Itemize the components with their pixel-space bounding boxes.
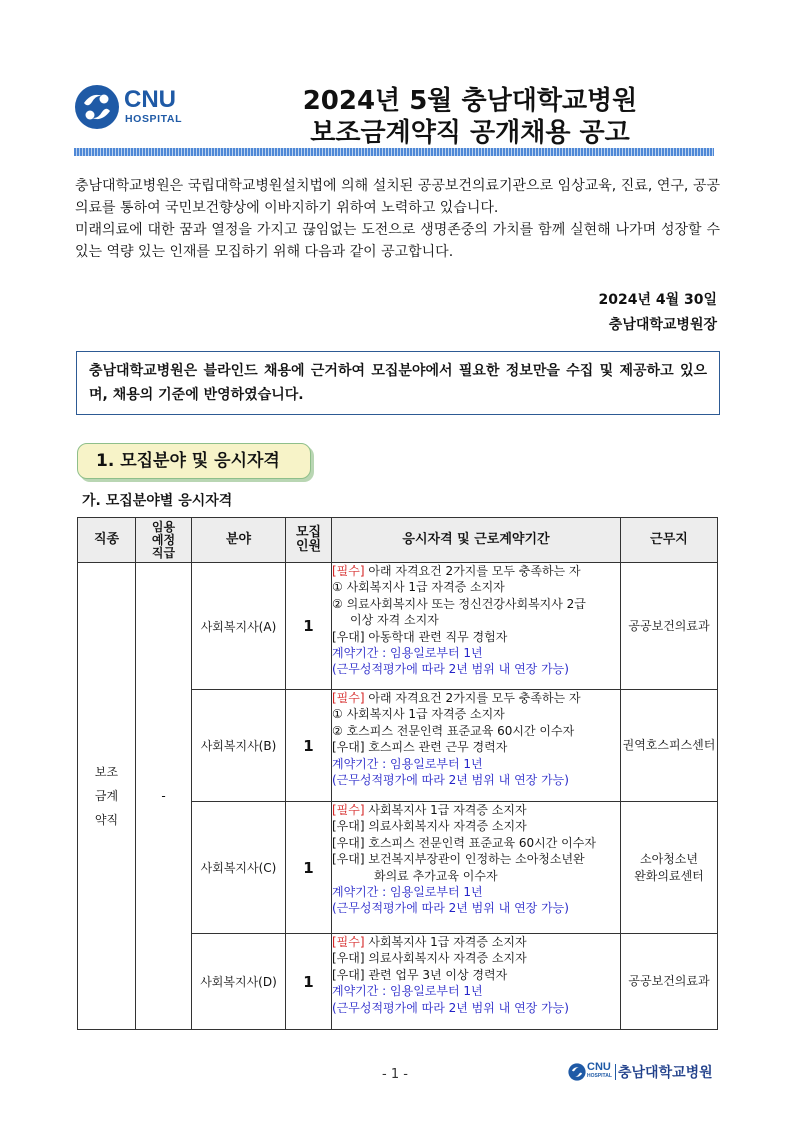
field-cell: 사회복지사(C) xyxy=(192,802,286,934)
place-cell: 소아청소년 완화의료센터 xyxy=(621,802,718,934)
cnu-emblem-icon xyxy=(74,84,120,130)
header-place: 근무지 xyxy=(621,518,718,563)
field-cell: 사회복지사(A) xyxy=(192,563,286,690)
qualification-cell: [필수] 아래 자격요건 2가지를 모두 충족하는 자 ① 사회복지사 1급 자격증 소지자 ② 의료사회복지사 또는 정신건강사회복지사 2급 이상 자격 소지자 [우대] 아동학대 관련 직무 경험자 계약기간 : 임용일로부터 1년 (근무성적평가에 따라 2년 범위 내 연장 가능) xyxy=(332,563,621,690)
section-title: 1. 모집분야 및 응시자격 xyxy=(77,443,311,479)
footer-logo-separator xyxy=(615,1064,616,1080)
job-type-cell: 보조금계약직 xyxy=(78,563,136,1030)
hospital-logo xyxy=(74,84,204,130)
place-cell: 공공보건의료과 xyxy=(621,563,718,690)
count-cell: 1 xyxy=(286,934,332,1030)
logo-cnu-text: CNU xyxy=(124,86,176,113)
intro-paragraph-1: 충남대학교병원은 국립대학교병원설치법에 의해 설치된 공공보건의료기관으로 임상교육, 진료, 연구, 공공의료를 통하여 국민보건향상에 이바지하기 위하여 노력하고 있습니다. xyxy=(75,178,720,216)
header-count: 모집인원 xyxy=(286,518,332,563)
footer-hospital-name: 충남대학교병원 xyxy=(618,1065,713,1081)
recruitment-table xyxy=(77,517,718,1030)
header-field: 분야 xyxy=(192,518,286,563)
table-header-row xyxy=(78,518,718,563)
header-grade: 임용예정직급 xyxy=(136,518,192,563)
footer-logo-cnu: CNU xyxy=(587,1061,611,1073)
count-cell: 1 xyxy=(286,802,332,934)
place-cell: 공공보건의료과 xyxy=(621,934,718,1030)
section-subtitle: 가. 모집분야별 응시자격 xyxy=(82,493,233,509)
footer-logo-hospital: HOSPITAL xyxy=(587,1073,612,1079)
table-row xyxy=(78,563,718,690)
field-cell: 사회복지사(B) xyxy=(192,690,286,802)
blind-hiring-notice: 충남대학교병원은 블라인드 채용에 근거하여 모집분야에서 필요한 정보만을 수집 및 제공하고 있으며, 채용의 기준에 반영하였습니다. xyxy=(76,351,720,415)
intro-paragraph-2: 미래의료에 대한 꿈과 열정을 가지고 끊임없는 도전으로 생명존중의 가치를 함께 실현해 나가며 성장할 수 있는 역량 있는 인재를 모집하기 위해 다음과 같이 공고합니다. xyxy=(75,222,720,260)
count-cell: 1 xyxy=(286,690,332,802)
cnu-emblem-icon xyxy=(568,1063,586,1081)
header-job: 직종 xyxy=(78,518,136,563)
footer-logo xyxy=(568,1061,720,1085)
field-cell: 사회복지사(D) xyxy=(192,934,286,1030)
place-cell: 권역호스피스센터 xyxy=(621,690,718,802)
qualification-cell: [필수] 아래 자격요건 2가지를 모두 충족하는 자 ① 사회복지사 1급 자격증 소지자 ② 호스피스 전문인력 표준교육 60시간 이수자 [우대] 호스피스 관련 근무 경력자 계약기간 : 임용일로부터 1년 (근무성적평가에 따라 2년 범위 내 연장 가능) xyxy=(332,690,621,802)
logo-hospital-text: HOSPITAL xyxy=(125,113,183,125)
grade-cell: - xyxy=(136,563,192,1030)
page-number: - 1 - xyxy=(382,1067,408,1082)
page-title-line2: 보조금계약직 공개채용 공고 xyxy=(310,118,630,148)
announcement-date: 2024년 4월 30일 xyxy=(598,292,717,308)
count-cell: 1 xyxy=(286,563,332,690)
announcement-signature: 충남대학교병원장 xyxy=(608,317,717,333)
title-divider xyxy=(74,148,714,156)
qualification-cell: [필수] 사회복지사 1급 자격증 소지자 [우대] 의료사회복지사 자격증 소지자 [우대] 관련 업무 3년 이상 경력자 계약기간 : 임용일로부터 1년 (근무성적평가에 따라 2년 범위 내 연장 가능) xyxy=(332,934,621,1030)
header-qualification: 응시자격 및 근로계약기간 xyxy=(332,518,621,563)
qualification-cell: [필수] 사회복지사 1급 자격증 소지자 [우대] 의료사회복지사 자격증 소지자 [우대] 호스피스 전문인력 표준교육 60시간 이수자 [우대] 보건복지부장관이 인정하는 소아청소년완 화의료 추가교육 이수자 계약기간 : 임용일로부터 1년 (근무성적평가에 따라 2년 범위 내 연장 가능) xyxy=(332,802,621,934)
page-title-line1: 2024년 5월 충남대학교병원 xyxy=(302,86,638,116)
